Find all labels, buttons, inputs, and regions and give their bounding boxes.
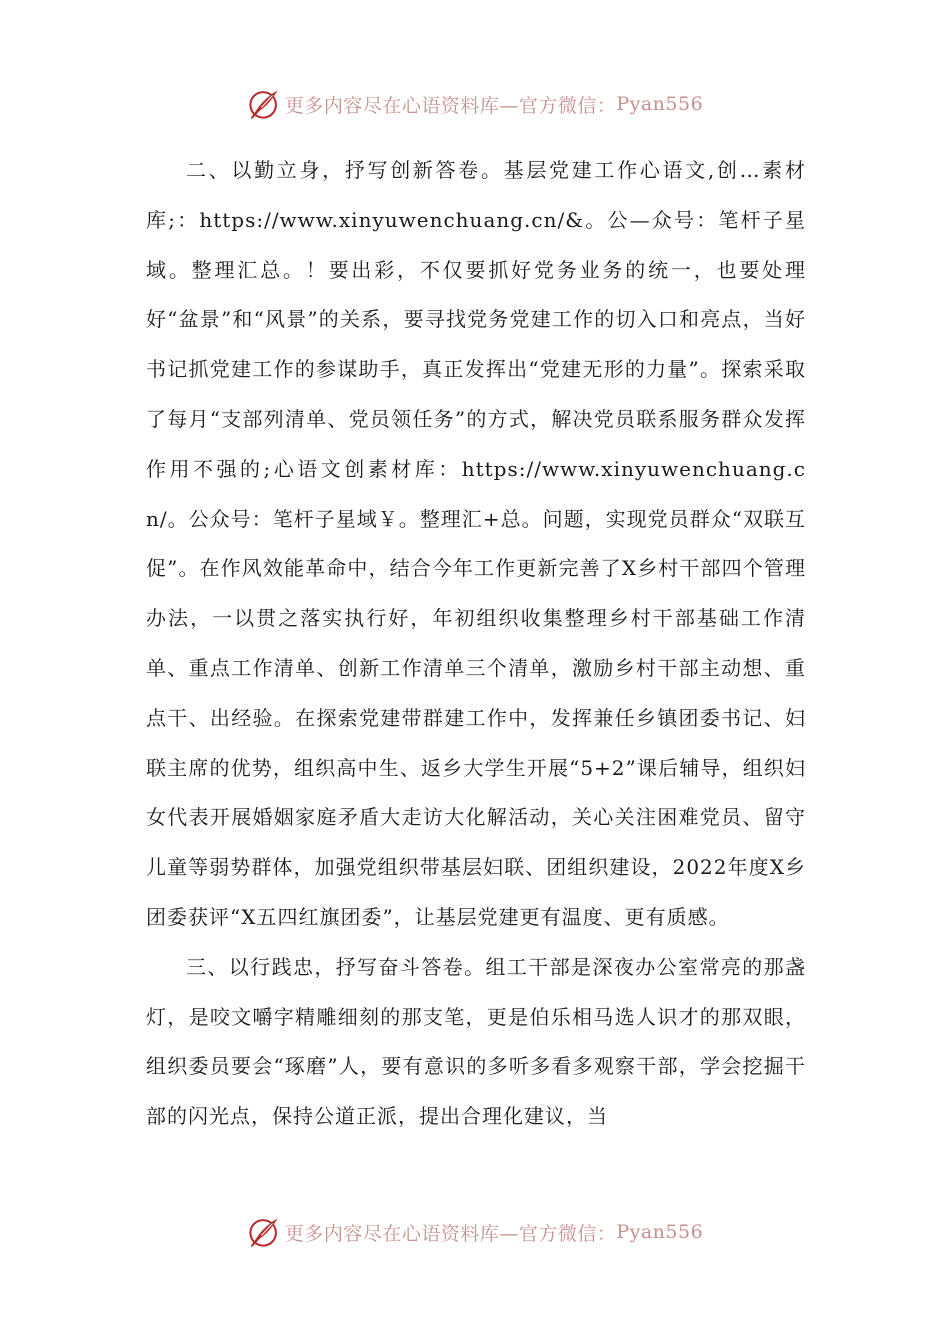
banner-slogan: 更多内容尽在心语资料库—官方微信： — [284, 1222, 617, 1245]
quill-logo-icon — [247, 1215, 281, 1249]
wechat-id: Pyan556 — [616, 93, 704, 115]
footer-banner — [0, 1212, 950, 1252]
paragraph-3: 三、以行践忠，抒写奋斗答卷。组工干部是深夜办公室常亮的那盏灯，是咬文嚼字精雕细刻的那支笔，更是伯乐相马选人识才的那双眼，组织委员要会“琢磨”人，要有意识的多听多看多观察干部，学会挖掘干部的闪光点，保持公道正派，提出合理化建议，当 — [146, 954, 806, 1129]
paragraph-2: 二、以勤立身，抒写创新答卷。基层党建工作心语文,创…素材库;：https://www.xinyuwenchuang.cn/&。公—众号：笔杆子星域。整理汇总。！要出彩，不仅要抓好党务业务的统一，也要处理好“盆景”和“风景”的关系，要寻找党务党建工作的切入口和亮点，当好书记抓党建工作的参谋助手，真正发挥出“党建无形的力量”。探索采取了每月“支部列清单、党员领任务”的方式，解决党员联系服务群众发挥作用不强的;心语文创素材库：https://www.xinyuwenchuang.cn/。公众号：笔杆子星域￥。整理汇+总。问题，实现党员群众“双联互促”。在作风效能革命中，结合今年工作更新完善了X乡村干部四个管理办法，一以贯之落实执行好，年初组织收集整理乡村干部基础工作清单、重点工作清单、创新工作清单三个清单，激励乡村干部主动想、重点干、出经验。在探索党建带群建工作中，发挥兼任乡镇团委书记、妇联主席的优势，组织高中生、返乡大学生开展“5+2”课后辅导，组织妇女代表开展婚姻家庭矛盾大走访大化解活动，关心关注困难党员、留守儿童等弱势群体，加强党组织带基层妇联、团组织建设，2022年度X乡团委获评“X五四红旗团委”，让基层党建更有温度、更有质感。 — [146, 158, 806, 929]
header-banner — [0, 84, 950, 124]
quill-logo-icon — [247, 87, 281, 121]
wechat-id: Pyan556 — [616, 1221, 704, 1243]
document-body — [146, 146, 806, 1142]
banner-slogan: 更多内容尽在心语资料库—官方微信： — [284, 94, 617, 117]
